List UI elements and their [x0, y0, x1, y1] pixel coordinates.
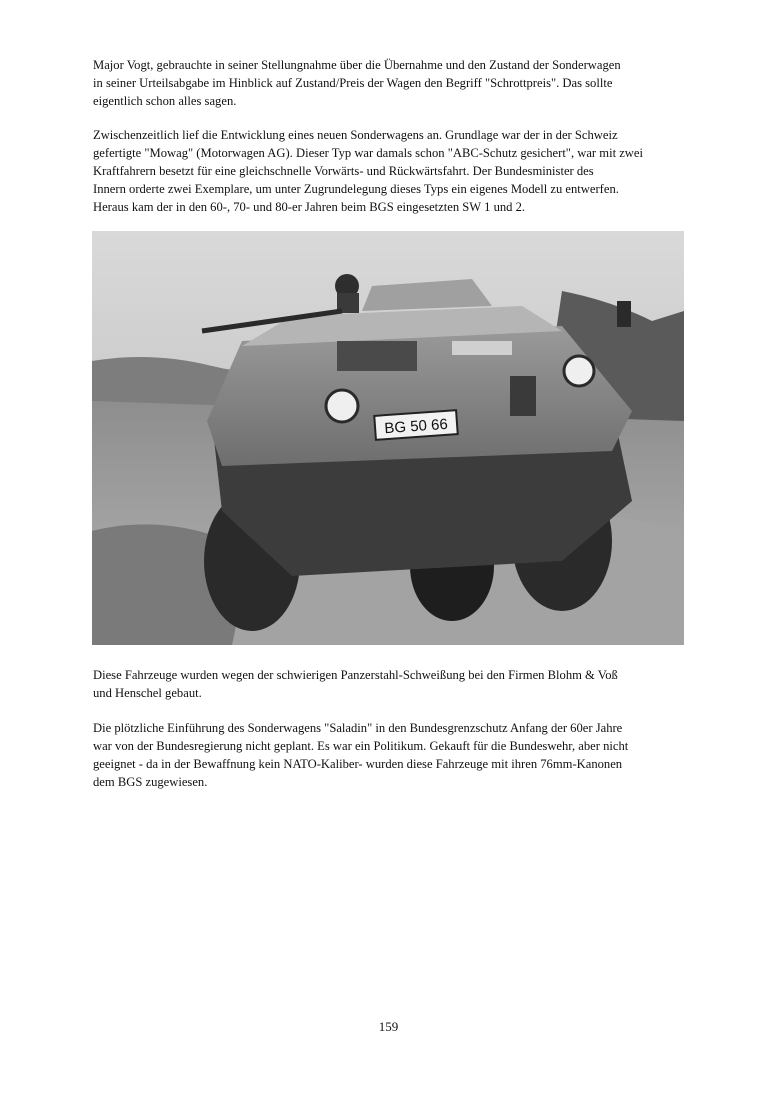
- paragraph-saladin: Die plötzliche Einführung des Sonderwagens "Saladin" in den Bundesgrenzschutz Anfang der 60er Jahre war von der Bundesregierung nicht geplant. Es war ein Politikum. Gekauft für die Bundeswehr, aber nicht geeignet - da in der Bewaffnung kein NATO-Kaliber- wurden diese Fahrzeuge mit ihren 76mm-Kanonen dem BGS zugewiesen.: [93, 721, 629, 789]
- paragraph-mowag: Zwischenzeitlich lief die Entwicklung eines neuen Sonderwagens an. Grundlage war der in der Schweiz gefertigte "Mowag" (Motorwagen AG). Dieser Typ war damals schon "ABC-Schutz gesichert", war mit zwei Kraftfahrern besetzt für eine gleichschnelle Vorwärts- und Rückwärtsfahrt. Der Bundesminister des Innern orderte zwei Exemplare, um unter Zugrundelegung dieses Typs ein eigenes Modell zu entwerfen. Heraus kam der in den 60-, 70- und 80-er Jahren beim BGS eingesetzten SW 1 und 2.: [93, 128, 643, 214]
- license-plate-text: BG 50 66: [383, 415, 449, 438]
- armored-vehicle-photo: [92, 231, 684, 645]
- page-number: 159: [378, 1019, 399, 1034]
- paragraph-intro: Major Vogt, gebrauchte in seiner Stellungnahme über die Übernahme und den Zustand der Sonderwagen in seiner Urteilsabgabe im Hinblick auf Zustand/Preis der Wagen den Begriff "Schrottpreis". Das sollte eigentlich schon alles sagen.: [93, 58, 621, 108]
- paragraph-manufacturers: Diese Fahrzeuge wurden wegen der schwierigen Panzerstahl-Schweißung bei den Firmen Blohm & Voß und Henschel gebaut.: [93, 668, 618, 700]
